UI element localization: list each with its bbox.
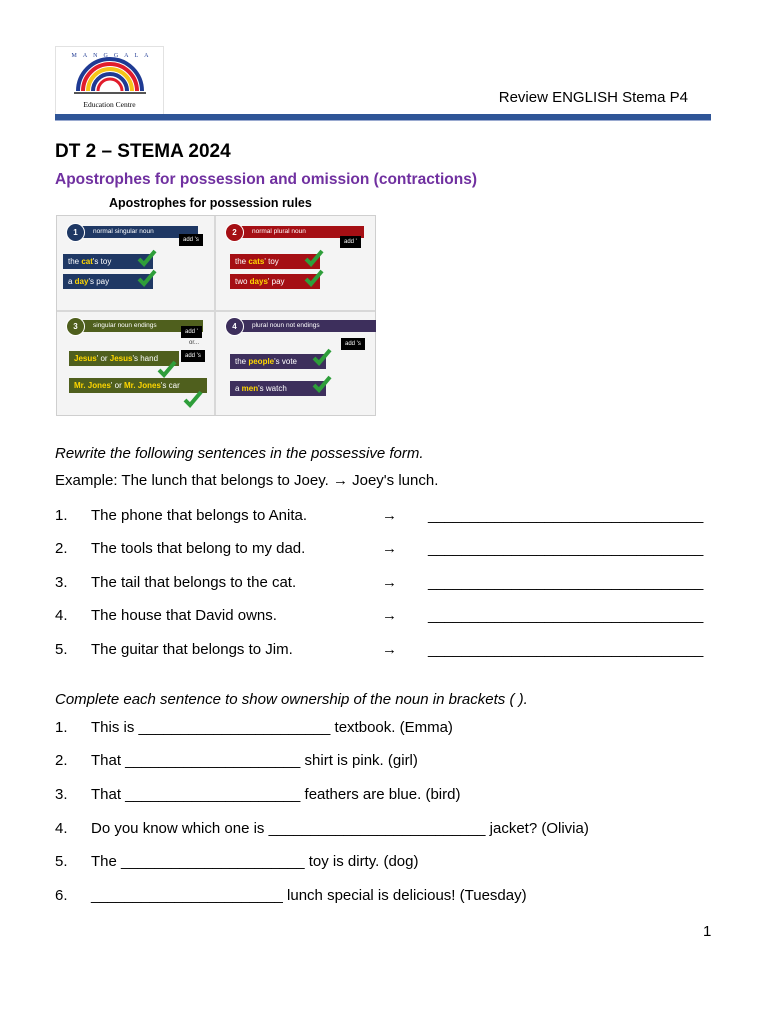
rule-heading-4: 4 plural noun not endings xyxy=(230,320,376,332)
exercise2-row: 1. This is _______________________ textbook. (Emma) xyxy=(55,719,453,736)
exercise2-row: 4. Do you know which one is __________________________ jacket? (Olivia) xyxy=(55,820,589,837)
exercise1-instruction: Rewrite the following sentences in the possessive form. xyxy=(55,445,424,462)
arrow-icon: → xyxy=(382,641,397,658)
header-divider xyxy=(55,114,711,121)
arrow-icon: → xyxy=(382,607,397,624)
section-heading: Apostrophes for possession and omission (contractions) xyxy=(55,171,477,188)
exercise1-row: 2. The tools that belong to my dad. → _________________________________ xyxy=(55,540,704,557)
rule-example: Jesus' or Jesus's hand xyxy=(69,351,179,366)
answer-blank[interactable]: _________________________________ xyxy=(428,574,704,591)
rule-badge-2: add ' xyxy=(340,236,361,248)
exercise1-row: 5. The guitar that belongs to Jim. → _________________________________ xyxy=(55,641,704,658)
rule-panel-3 xyxy=(57,312,214,415)
rule-example: a day's pay xyxy=(63,274,153,289)
rules-caption: Apostrophes for possession rules xyxy=(109,196,312,210)
answer-blank[interactable]: _________________________________ xyxy=(428,607,704,624)
rule-example: Mr. Jones' or Mr. Jones's car xyxy=(69,378,207,393)
answer-blank[interactable]: _________________________________ xyxy=(428,641,704,658)
exercise1-row: 4. The house that David owns. → _________________________________ xyxy=(55,607,704,624)
exercise2-instruction: Complete each sentence to show ownership of the noun in brackets ( ). xyxy=(55,691,528,708)
rule-badge-3b: add 's xyxy=(181,350,205,362)
arrow-icon: → xyxy=(382,574,397,591)
rule-heading-1: 1 normal singular noun xyxy=(71,226,198,238)
exercise2-row: 2. That _____________________ shirt is pink. (girl) xyxy=(55,752,418,769)
rule-badge-3: add ' xyxy=(181,326,202,338)
rule-number-2: 2 xyxy=(225,223,244,242)
rule-panel-1 xyxy=(57,216,214,310)
rule-example: a men's watch xyxy=(230,381,326,396)
rule-badge-4: add 's xyxy=(341,338,365,350)
logo-text-bottom: Education Centre xyxy=(83,100,136,109)
rule-number-1: 1 xyxy=(66,223,85,242)
rule-or-text: or... xyxy=(189,340,200,346)
rule-panel-4 xyxy=(216,312,375,415)
exercise1-row: 3. The tail that belongs to the cat. → _________________________________ xyxy=(55,574,704,591)
arrow-icon: → xyxy=(382,507,397,524)
exercise2-row: 3. That _____________________ feathers are blue. (bird) xyxy=(55,786,461,803)
possession-rules-graphic xyxy=(56,215,376,416)
page-number: 1 xyxy=(703,923,712,940)
check-icon xyxy=(312,348,332,366)
logo-text-top: MANGGALA xyxy=(71,53,155,59)
check-icon xyxy=(312,375,332,393)
answer-blank[interactable]: _________________________________ xyxy=(428,540,704,557)
rule-example: the cats' toy xyxy=(230,254,320,269)
header-title: Review ENGLISH Stema P4 xyxy=(498,89,688,106)
check-icon xyxy=(157,360,177,378)
exercise1-row: 1. The phone that belongs to Anita. → _________________________________ xyxy=(55,507,704,524)
document-title: DT 2 – STEMA 2024 xyxy=(55,141,231,162)
rule-heading-2: 2 normal plural noun xyxy=(230,226,364,238)
rule-number-4: 4 xyxy=(225,317,244,336)
exercise2-row: 5. The ______________________ toy is dirty. (dog) xyxy=(55,853,419,870)
rule-example: the people's vote xyxy=(230,354,326,369)
rule-heading-3: 3 singular noun endings xyxy=(71,320,203,332)
check-icon xyxy=(304,249,324,267)
check-icon xyxy=(137,249,157,267)
rule-number-3: 3 xyxy=(66,317,85,336)
answer-blank[interactable]: _________________________________ xyxy=(428,507,704,524)
manggala-logo xyxy=(55,46,164,115)
rule-example: two days' pay xyxy=(230,274,320,289)
exercise1-example: Example: The lunch that belongs to Joey. → Joey's lunch. xyxy=(55,472,439,489)
check-icon xyxy=(183,390,203,408)
arrow-icon: → xyxy=(382,540,397,557)
exercise2-row: 6. _______________________ lunch special is delicious! (Tuesday) xyxy=(55,887,527,904)
rule-example: the cat's toy xyxy=(63,254,153,269)
check-icon xyxy=(137,269,157,287)
check-icon xyxy=(304,269,324,287)
rule-badge-1: add 's xyxy=(179,234,203,246)
rule-panel-2 xyxy=(216,216,375,310)
